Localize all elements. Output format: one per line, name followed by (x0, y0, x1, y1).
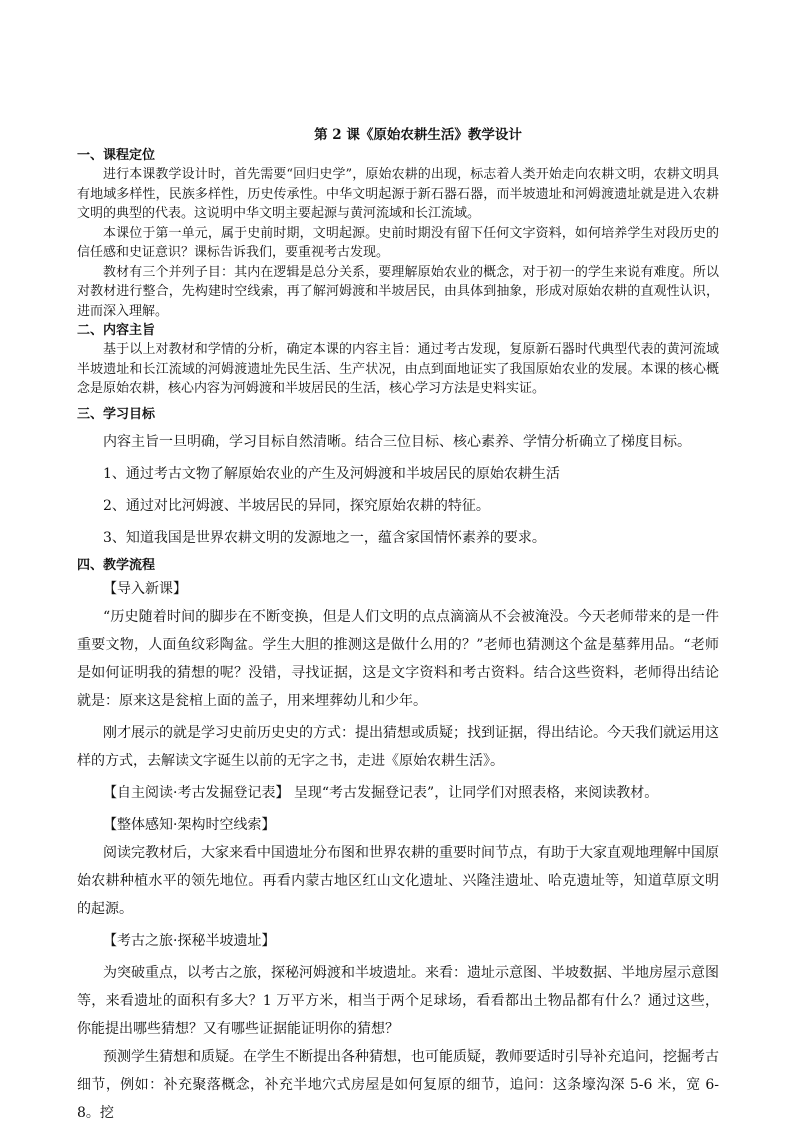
document-title: 第 2 课《原始农耕生活》教学设计 (314, 127, 522, 143)
goal-item: 3、知道我国是世界农耕文明的发源地之一，蕴含家国情怀素养的要求。 (103, 529, 546, 546)
goal-item: 1、通过考古文物了解原始农业的产生及河姆渡和半坡居民的原始农耕生活 (103, 465, 560, 482)
paragraph: 本课位于第一单元，属于史前时期，文明起源。史前时期没有留下任何文字资料，如何培养学生对段历史的信任感和史证意识？课标告诉我们，要重视考古发现。 (77, 225, 719, 260)
subsection-label: 【整体感知·架构时空线索】 (103, 816, 276, 833)
subsection-label: 【导入新课】 (103, 580, 187, 597)
paragraph: 基于以上对教材和学情的分析，确定本课的内容主旨：通过考古发现，复原新石器时代典型代表的黄河流域半坡遗址和长江流域的河姆渡遗址先民生活、生产状况，由点到面地证实了我国原始农业的发展。本课的核心概念是原始农耕，核心内容为河姆渡和半坡居民的生活，核心学习方法是史料实证。 (77, 342, 719, 396)
paragraph: 内容主旨一旦明确，学习目标自然清晰。结合三位目标、核心素养、学情分析确立了梯度目标。 (103, 433, 691, 450)
section-heading: 四、教学流程 (77, 557, 156, 573)
paragraph: “历史随着时间的脚步在不断变换，但是人们文明的点点滴滴从不会被淹没。今天老师带来的是一件重要文物，人面鱼纹彩陶盆。学生大胆的推测这是做什么用的？”老师也猜测这个盆是墓葬用品。“老师是如何证明我的猜想的呢？没错，寻找证据，这是文字资料和考古资料。结合这些资料，老师得出结论就是：原来这是瓮棺上面的盖子，用来埋葬幼儿和少年。 (77, 608, 719, 709)
paragraph: 进行本课教学设计时，首先需要“回归史学”，原始农耕的出现，标志着人类开始走向农耕文明，农耕文明具有地域多样性，民族多样性，历史传承性。中华文明起源于新石器石器，而半坡遗址和河姆渡遗址就是进入农耕文明的典型的代表。这说明中华文明主要起源与黄河流域和长江流域。 (77, 167, 719, 221)
goal-item: 2、通过对比河姆渡、半坡居民的异同，探究原始农耕的特征。 (103, 497, 490, 514)
paragraph: 为突破重点，以考古之旅，探秘河姆渡和半坡遗址。来看：遗址示意图、半坡数据、半地房屋示意图等，来看遗址的面积有多大？1 万平方米，相当于两个足球场，看看都出土物品都有什么？通过这些，你能提出哪些猜想？又有哪些证据能证明你的猜想？ (77, 964, 719, 1037)
paragraph: 教材有三个并列子目：其内在逻辑是总分关系，要理解原始农业的概念，对于初一的学生来说有难度。所以对教材进行整合，先构建时空线索，再了解河姆渡和半坡居民，由具体到抽象，形成对原始农耕的直观性认识，进而深入理解。 (77, 264, 719, 319)
section-content-theme (77, 321, 719, 399)
paragraph: 刚才展示的就是学习史前历史史的方式：提出猜想或质疑；找到证据，得出结论。今天我们就运用这样的方式，去解读文字诞生以前的无字之书，走进《原始农耕生活》。 (77, 724, 719, 769)
paragraph: 阅读完教材后，大家来看中国遗址分布图和世界农耕的重要时间节点，有助于大家直观地理解中国原始农耕种植水平的领先地位。再看内蒙古地区红山文化遗址、兴隆洼遗址、哈克遗址等，知道草原文明的起源。 (77, 844, 719, 917)
section-heading: 一、课程定位 (77, 148, 156, 163)
section-course-positioning (77, 146, 719, 321)
section-heading: 二、内容主旨 (77, 323, 156, 338)
subsection-label: 【考古之旅·探秘半坡遗址】 (103, 932, 276, 949)
document-body (77, 126, 719, 1127)
section-teaching-process (77, 556, 719, 1127)
section-heading: 三、学习目标 (77, 406, 156, 422)
paragraph: 预测学生猜想和质疑。在学生不断提出各种猜想，也可能质疑，教师要适时引导补充追问，挖掘考古细节，例如：补充聚落概念，补充半地穴式房屋是如何复原的细节，追问：这条壕沟深 5-6 米，宽 6-8。挖 (77, 1048, 719, 1121)
paragraph: 【自主阅读·考古发掘登记表】 呈现“考古发掘登记表”，让同学们对照表格，来阅读教材。 (103, 784, 659, 801)
section-learning-goals (77, 405, 719, 552)
